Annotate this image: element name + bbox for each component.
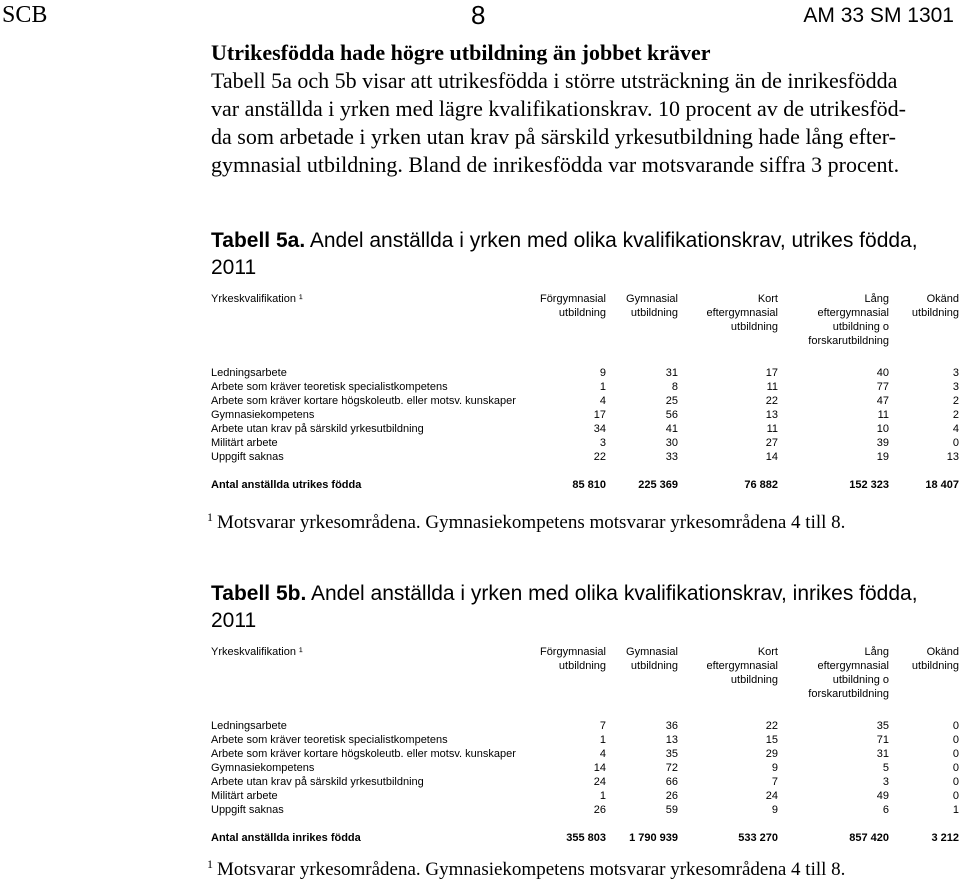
cell-value: 3 xyxy=(882,776,889,788)
column-header-line: utbildning xyxy=(730,321,778,333)
cell-value: 22 xyxy=(765,395,778,407)
total-value: 76 882 xyxy=(744,479,778,491)
row-label: Arbete som kräver kortare högskoleutb. eller motsv. kunskaper xyxy=(211,748,516,760)
cell-value: 11 xyxy=(877,409,889,421)
total-value: 857 420 xyxy=(849,832,889,844)
cell-value: 13 xyxy=(665,734,678,746)
column-header-line: utbildning xyxy=(630,660,678,672)
cell-value: 22 xyxy=(593,451,606,463)
cell-value: 9 xyxy=(771,762,778,774)
cell-value: 72 xyxy=(665,762,678,774)
cell-value: 33 xyxy=(665,451,678,463)
table-row xyxy=(211,380,959,394)
total-label: Antal anställda utrikes födda xyxy=(211,479,362,491)
column-header-line: Yrkeskvalifikation ¹ xyxy=(211,293,303,305)
row-label: Arbete utan krav på särskild yrkesutbildning xyxy=(211,423,424,435)
table-caption-text: Andel anställda i yrken med olika kvalifikationskrav, utrikes födda, 2011 xyxy=(211,229,918,279)
table-row xyxy=(211,789,959,803)
table-row xyxy=(211,733,959,747)
column-header xyxy=(598,292,678,320)
cell-value: 0 xyxy=(952,748,959,760)
column-header-line: utbildning xyxy=(730,674,778,686)
cell-value: 11 xyxy=(766,423,778,435)
row-label: Arbete utan krav på särskild yrkesutbildning xyxy=(211,776,424,788)
total-label: Antal anställda inrikes födda xyxy=(211,832,361,844)
column-header-line: utbildning xyxy=(558,660,606,672)
table-header xyxy=(211,645,959,705)
page-number: 8 xyxy=(471,0,486,30)
table-header xyxy=(211,292,959,352)
column-header-line: Okänd xyxy=(926,646,959,658)
row-label: Ledningsarbete xyxy=(211,720,287,732)
cell-value: 3 xyxy=(952,381,959,393)
column-header-line: utbildning xyxy=(558,307,606,319)
total-value: 3 212 xyxy=(931,832,959,844)
total-value: 355 803 xyxy=(566,832,606,844)
section-heading: Utrikesfödda hade högre utbildning än jobbet kräver xyxy=(211,40,711,65)
table-row xyxy=(211,408,959,422)
cell-value: 1 xyxy=(599,790,606,802)
table-caption-label: Tabell 5b. xyxy=(211,582,307,605)
row-label: Uppgift saknas xyxy=(211,451,284,463)
column-header-line: eftergymnasial xyxy=(706,307,778,319)
total-value: 152 323 xyxy=(849,479,889,491)
column-header-line: utbildning o xyxy=(832,674,889,686)
table-caption xyxy=(211,227,946,281)
cell-value: 71 xyxy=(876,734,889,746)
column-header-line: eftergymnasial xyxy=(706,660,778,672)
cell-value: 10 xyxy=(876,423,889,435)
cell-value: 0 xyxy=(952,734,959,746)
intro-line: var anställda i yrken med lägre kvalifikationskrav. 10 procent av de utrikesföd- xyxy=(211,96,906,121)
cell-value: 30 xyxy=(665,437,678,449)
column-header-line: forskarutbildning xyxy=(808,335,889,347)
cell-value: 0 xyxy=(952,720,959,732)
footnote-mark: 1 xyxy=(207,857,213,871)
row-label: Militärt arbete xyxy=(211,437,278,449)
table-row xyxy=(211,747,959,761)
total-value: 18 407 xyxy=(925,479,959,491)
column-header-line: utbildning o xyxy=(832,321,889,333)
column-header-line: utbildning xyxy=(630,307,678,319)
column-header-line: forskarutbildning xyxy=(808,688,889,700)
cell-value: 15 xyxy=(765,734,778,746)
cell-value: 24 xyxy=(765,790,778,802)
table-total-row xyxy=(211,831,959,845)
cell-value: 31 xyxy=(876,748,889,760)
column-header xyxy=(678,645,778,687)
row-label: Arbete som kräver teoretisk specialistkompetens xyxy=(211,734,448,746)
cell-value: 26 xyxy=(665,790,678,802)
column-header-line: Lång xyxy=(864,646,889,658)
cell-value: 59 xyxy=(665,804,678,816)
cell-value: 17 xyxy=(593,409,606,421)
column-header-line: Kort xyxy=(757,293,778,305)
column-header xyxy=(678,292,778,334)
column-header-line: utbildning xyxy=(911,660,959,672)
cell-value: 13 xyxy=(946,451,959,463)
cell-value: 1 xyxy=(952,804,959,816)
cell-value: 19 xyxy=(876,451,889,463)
column-header-line: eftergymnasial xyxy=(817,307,889,319)
cell-value: 27 xyxy=(765,437,778,449)
table-row xyxy=(211,366,959,380)
column-header xyxy=(889,292,959,320)
cell-value: 22 xyxy=(765,720,778,732)
cell-value: 9 xyxy=(771,804,778,816)
column-header xyxy=(598,645,678,673)
column-header xyxy=(779,292,889,348)
cell-value: 35 xyxy=(665,748,678,760)
cell-value: 4 xyxy=(952,423,959,435)
row-label: Arbete som kräver kortare högskoleutb. eller motsv. kunskaper xyxy=(211,395,516,407)
column-header-line: eftergymnasial xyxy=(817,660,889,672)
table-row xyxy=(211,775,959,789)
column-header xyxy=(516,645,606,673)
table-footnote xyxy=(207,510,845,534)
row-label: Gymnasiekompetens xyxy=(211,762,315,774)
footnote-text: Motsvarar yrkesområdena. Gymnasiekompetens motsvarar yrkesområdena 4 till 8. xyxy=(217,512,846,533)
table-row xyxy=(211,394,959,408)
cell-value: 77 xyxy=(876,381,889,393)
cell-value: 4 xyxy=(599,395,606,407)
cell-value: 34 xyxy=(593,423,606,435)
total-value: 1 790 939 xyxy=(629,832,678,844)
cell-value: 13 xyxy=(765,409,778,421)
column-header-line: Okänd xyxy=(926,293,959,305)
row-label: Gymnasiekompetens xyxy=(211,409,315,421)
column-header-line: Förgymnasial xyxy=(539,293,606,305)
cell-value: 29 xyxy=(765,748,778,760)
row-label: Militärt arbete xyxy=(211,790,278,802)
column-header-category xyxy=(211,645,541,659)
cell-value: 66 xyxy=(665,776,678,788)
cell-value: 14 xyxy=(593,762,606,774)
cell-value: 31 xyxy=(665,367,678,379)
table-total-row xyxy=(211,478,959,492)
row-label: Arbete som kräver teoretisk specialistkompetens xyxy=(211,381,448,393)
footnote-mark: 1 xyxy=(207,510,213,524)
column-header-category xyxy=(211,292,541,306)
table-caption xyxy=(211,580,946,634)
document-reference: AM 33 SM 1301 xyxy=(803,4,954,27)
table-row xyxy=(211,803,959,817)
cell-value: 49 xyxy=(876,790,889,802)
footnote-text: Motsvarar yrkesområdena. Gymnasiekompetens motsvarar yrkesområdena 4 till 8. xyxy=(217,859,846,880)
cell-value: 40 xyxy=(876,367,889,379)
intro-line: Tabell 5a och 5b visar att utrikesfödda i större utsträckning än de inrikesfödda xyxy=(211,68,898,93)
column-header-line: Lång xyxy=(864,293,889,305)
cell-value: 9 xyxy=(599,367,606,379)
cell-value: 11 xyxy=(766,381,778,393)
cell-value: 5 xyxy=(882,762,889,774)
table-caption-label: Tabell 5a. xyxy=(211,229,306,252)
column-header xyxy=(516,292,606,320)
cell-value: 17 xyxy=(765,367,778,379)
row-label: Ledningsarbete xyxy=(211,367,287,379)
cell-value: 7 xyxy=(771,776,778,788)
column-header-line: Kort xyxy=(757,646,778,658)
cell-value: 14 xyxy=(765,451,778,463)
table-row xyxy=(211,761,959,775)
table-caption-text: Andel anställda i yrken med olika kvalifikationskrav, inrikes födda, 2011 xyxy=(211,582,918,632)
cell-value: 0 xyxy=(952,790,959,802)
table-row xyxy=(211,719,959,733)
cell-value: 2 xyxy=(952,395,959,407)
total-value: 225 369 xyxy=(638,479,678,491)
cell-value: 35 xyxy=(876,720,889,732)
cell-value: 39 xyxy=(876,437,889,449)
total-value: 533 270 xyxy=(738,832,778,844)
column-header xyxy=(889,645,959,673)
cell-value: 4 xyxy=(599,748,606,760)
column-header-line: Gymnasial xyxy=(626,293,678,305)
table-row xyxy=(211,422,959,436)
cell-value: 56 xyxy=(665,409,678,421)
cell-value: 1 xyxy=(599,734,606,746)
table-row xyxy=(211,450,959,464)
intro-line: gymnasial utbildning. Bland de inrikesfödda var motsvarande siffra 3 procent. xyxy=(211,152,900,177)
cell-value: 0 xyxy=(952,762,959,774)
cell-value: 8 xyxy=(671,381,678,393)
column-header-line: Yrkeskvalifikation ¹ xyxy=(211,646,303,658)
cell-value: 25 xyxy=(665,395,678,407)
cell-value: 2 xyxy=(952,409,959,421)
cell-value: 0 xyxy=(952,437,959,449)
org-name: SCB xyxy=(2,2,48,28)
cell-value: 3 xyxy=(952,367,959,379)
column-header-line: Gymnasial xyxy=(626,646,678,658)
cell-value: 3 xyxy=(599,437,606,449)
column-header xyxy=(779,645,889,701)
row-label: Uppgift saknas xyxy=(211,804,284,816)
column-header-line: utbildning xyxy=(911,307,959,319)
data-table xyxy=(211,645,959,850)
cell-value: 7 xyxy=(599,720,606,732)
cell-value: 24 xyxy=(593,776,606,788)
cell-value: 47 xyxy=(876,395,889,407)
cell-value: 36 xyxy=(665,720,678,732)
cell-value: 0 xyxy=(952,776,959,788)
table-footnote xyxy=(207,857,845,881)
data-table xyxy=(211,292,959,497)
cell-value: 26 xyxy=(593,804,606,816)
total-value: 85 810 xyxy=(572,479,606,491)
intro-line: da som arbetade i yrken utan krav på särskild yrkesutbildning hade lång efter- xyxy=(211,124,896,149)
cell-value: 6 xyxy=(882,804,889,816)
column-header-line: Förgymnasial xyxy=(539,646,606,658)
cell-value: 1 xyxy=(599,381,606,393)
cell-value: 41 xyxy=(665,423,678,435)
table-row xyxy=(211,436,959,450)
